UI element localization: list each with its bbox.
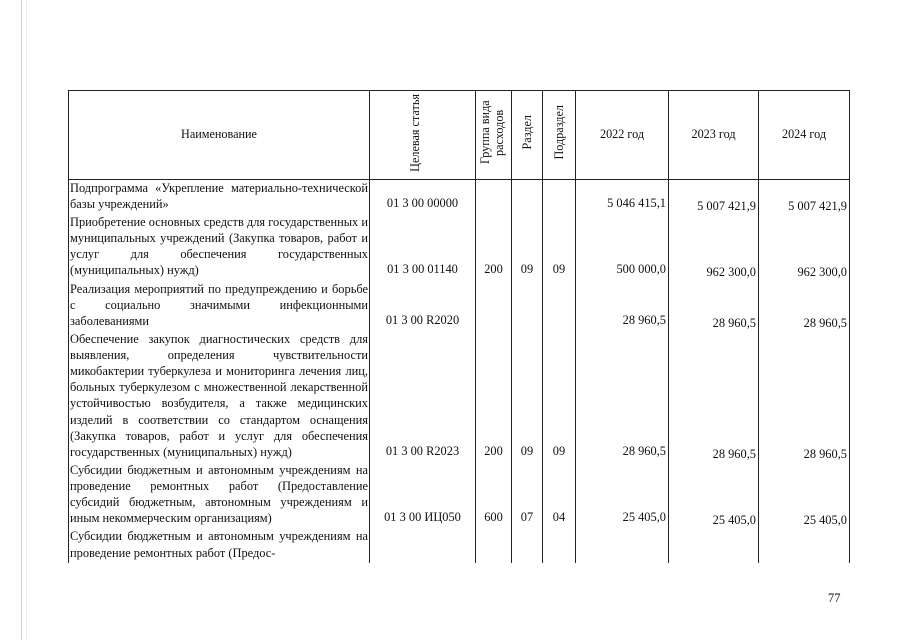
table-row bbox=[69, 281, 850, 331]
row-expense-group: 600 bbox=[476, 462, 512, 529]
row-section bbox=[512, 281, 543, 331]
header-target-article: Целевая статья bbox=[370, 91, 476, 180]
header-2024: 2024 год bbox=[759, 91, 850, 180]
page-edge-line bbox=[21, 0, 22, 640]
row-subsection: 09 bbox=[543, 331, 576, 462]
row-amount-2024: 28 960,5 bbox=[759, 281, 850, 331]
row-amount-2024 bbox=[759, 528, 850, 562]
table-row bbox=[69, 528, 850, 562]
row-name: Обеспечение закупок диагностических средств для выявления, определения чувствительности микобактерии туберкулеза и мониторинга лечения лиц, больных туберкулезом с множественной лекарственной устойчивостью возбудителя, а также медицинских изделий в соответствии со стандартом оснащения (Закупка товаров, работ и услуг для обеспечения государственных (муниципальных) нужд) bbox=[69, 331, 370, 462]
row-amount-2022: 28 960,5 bbox=[576, 331, 669, 462]
row-subsection bbox=[543, 528, 576, 562]
row-amount-2022: 500 000,0 bbox=[576, 214, 669, 281]
row-amount-2023: 28 960,5 bbox=[669, 331, 759, 462]
row-section bbox=[512, 528, 543, 562]
row-subsection: 04 bbox=[543, 462, 576, 529]
header-name: Наименование bbox=[69, 91, 370, 180]
row-amount-2022: 28 960,5 bbox=[576, 281, 669, 331]
row-section: 07 bbox=[512, 462, 543, 529]
row-section: 09 bbox=[512, 214, 543, 281]
header-2022: 2022 год bbox=[576, 91, 669, 180]
row-amount-2024: 962 300,0 bbox=[759, 214, 850, 281]
row-target-article: 01 3 00 01140 bbox=[370, 214, 476, 281]
header-expense-group: Группа вида расходов bbox=[476, 91, 512, 180]
row-name: Реализация мероприятий по предупреждению и борьбе с социально значимыми инфекционными заболеваниями bbox=[69, 281, 370, 331]
header-2023: 2023 год bbox=[669, 91, 759, 180]
row-section: 09 bbox=[512, 331, 543, 462]
row-target-article: 01 3 00 ИЦ050 bbox=[370, 462, 476, 529]
budget-table bbox=[68, 90, 850, 563]
row-target-article: 01 3 00 00000 bbox=[370, 179, 476, 214]
row-section bbox=[512, 179, 543, 214]
row-name: Субсидии бюджетным и автономным учреждениям на проведение ремонтных работ (Предоставление субсидий бюджетным, автономным учреждениям и иным некоммерческим организациям) bbox=[69, 462, 370, 529]
row-target-article bbox=[370, 528, 476, 562]
row-subsection bbox=[543, 179, 576, 214]
row-name: Приобретение основных средств для государственных и муниципальных учреждений (Закупка товаров, работ и услуг для обеспечения государственных (муниципальных) нужд) bbox=[69, 214, 370, 281]
row-amount-2023: 25 405,0 bbox=[669, 462, 759, 529]
row-expense-group: 200 bbox=[476, 214, 512, 281]
row-amount-2024: 25 405,0 bbox=[759, 462, 850, 529]
row-amount-2022: 5 046 415,1 bbox=[576, 179, 669, 214]
row-amount-2023: 5 007 421,9 bbox=[669, 179, 759, 214]
row-subsection: 09 bbox=[543, 214, 576, 281]
row-amount-2022 bbox=[576, 528, 669, 562]
row-expense-group: 200 bbox=[476, 331, 512, 462]
row-expense-group bbox=[476, 281, 512, 331]
row-target-article: 01 3 00 R2020 bbox=[370, 281, 476, 331]
row-amount-2024: 5 007 421,9 bbox=[759, 179, 850, 214]
header-section: Раздел bbox=[512, 91, 543, 180]
row-target-article: 01 3 00 R2023 bbox=[370, 331, 476, 462]
row-subsection bbox=[543, 281, 576, 331]
row-expense-group bbox=[476, 179, 512, 214]
table-row bbox=[69, 179, 850, 214]
row-expense-group bbox=[476, 528, 512, 562]
header-subsection: Подраздел bbox=[543, 91, 576, 180]
row-amount-2022: 25 405,0 bbox=[576, 462, 669, 529]
row-name: Субсидии бюджетным и автономным учреждениям на проведение ремонтных работ (Предос- bbox=[69, 528, 370, 562]
row-name: Подпрограмма «Укрепление материально-технической базы учреждений» bbox=[69, 179, 370, 214]
row-amount-2023: 28 960,5 bbox=[669, 281, 759, 331]
table-row bbox=[69, 462, 850, 529]
page-edge-line-inner bbox=[26, 0, 27, 640]
row-amount-2024: 28 960,5 bbox=[759, 331, 850, 462]
row-amount-2023: 962 300,0 bbox=[669, 214, 759, 281]
row-amount-2023 bbox=[669, 528, 759, 562]
table-row bbox=[69, 214, 850, 281]
page-number: 77 bbox=[828, 591, 841, 605]
table-header-row bbox=[69, 91, 850, 180]
table-row bbox=[69, 331, 850, 462]
